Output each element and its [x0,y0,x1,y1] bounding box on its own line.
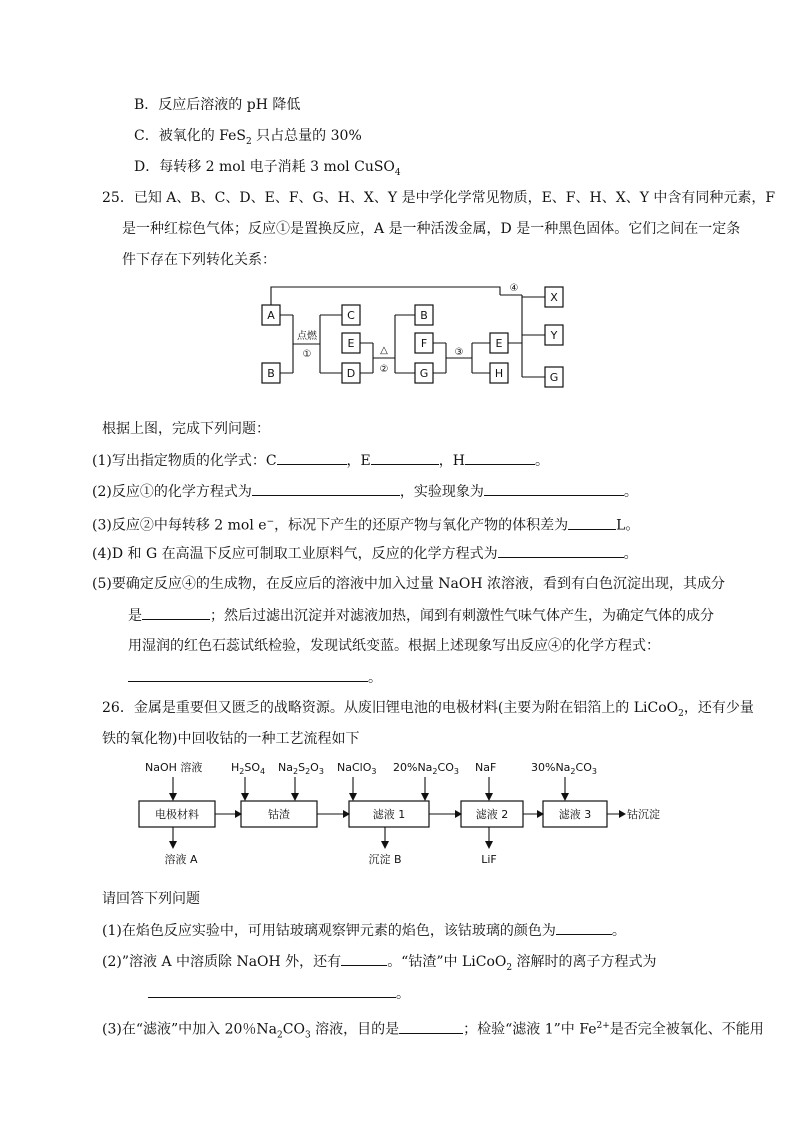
label-r3: ③ [454,347,464,358]
q25-stem-line2: 是一种红棕色气体；反应①是置换反应，A 是一种活泼金属，D 是一种黑色固体。它们之间在一定条 [122,221,741,237]
flow-output-lif: LiF [481,853,497,866]
flow-label-cobalt-residue: 钴渣 [268,808,290,821]
q26-stem-line1: 26．金属是重要但又匮乏的战略资源。从废旧锂电池的电极材料(主要为附在铝箔上的 LiCoO$_2$，还有少量 [102,700,754,719]
flow-output-solution-a: 溶液 A [164,853,198,866]
q26-sub3: (3)在“滤液”中加入 20％$Na_2CO_3$ 溶液，目的是 ；检验“滤液 1”中 $Fe^{2+}$是否完全被氧化、不能用 [102,1016,764,1045]
flow-label-filtrate1: 滤液 1 [372,808,406,821]
q25-sub5-line4: 。 [128,667,382,688]
label-e2: E [495,337,503,350]
q25-sub5-line3: 用湿润的红色石蕊试纸检验，发现试纸变蓝。根据上述现象写出反应④的化学方程式： [128,638,660,654]
label-e1: E [347,337,355,350]
label-r4: ④ [509,283,519,294]
reagent-h2so4: $H_2SO_4$ [231,761,266,776]
label-heat: △ [380,345,388,356]
flow-output-precipitate-b: 沉淀 B [368,853,402,866]
q25-sub4: (4)D 和 G 在高温下反应可制取工业原料气，反应的化学方程式为 。 [92,543,638,564]
q25-prompt: 根据上图，完成下列问题： [102,421,270,437]
label-x: X [550,291,558,304]
q25-stem-line1: 25．已知 A、B、C、D、E、F、G、H、X、Y 是中学化学常见物质，E、F、H、X、Y 中含有同种元素，F [102,190,776,206]
label-g1: G [419,367,429,380]
label-a: A [267,309,275,322]
label-h: H [494,367,504,380]
label-ignite: 点燃 [297,331,317,342]
reagent-naclo3: NaClO$_3$ [337,761,377,776]
q26-stem-line2: 铁的氧化物)中回收钴的一种工艺流程如下 [102,731,360,747]
q26-sub2-line2: 。 [148,983,410,1004]
reagent-naoh: NaOH 溶液 [145,761,203,774]
q25-sub3: (3)反应②中每转移 2 mol e−，标况下产生的还原产物与氧化产物的体积差为 L。 [92,512,639,536]
q26-sub1: (1)在焰色反应实验中，可用钴玻璃观察钾元素的焰色，该钴玻璃的颜色为 。 [102,920,626,941]
option-b: B．反应后溶液的 pH 降低 [134,97,301,113]
label-y: Y [550,329,558,342]
q26-process-flow [135,757,695,872]
flow-label-filtrate2: 滤液 2 [475,808,509,821]
q25-sub5-line2: 是 ；然后过滤出沉淀并对滤液加热，闻到有刺激性气味气体产生，为确定气体的成分 [128,605,714,626]
q26-sub2-line1: (2)”溶液 A 中溶质除 NaOH 外，还有 。“钴渣”中 LiCoO$_2$ 溶解时的离子方程式为 [102,951,657,978]
q25-stem-line3: 件下存在下列转化关系： [122,252,276,268]
reagent-naf: NaF [475,761,497,774]
q25-sub2: (2)反应①的化学方程式为 ，实验现象为 。 [92,481,638,502]
reagent-na2s2o3: $Na_2S_2O_3$ [278,761,324,776]
flow-output-cobalt-precipitate: 钴沉淀 [627,808,660,821]
flow-label-filtrate3: 滤液 3 [558,808,592,821]
label-d: D [346,367,356,380]
q25-sub1: (1)写出指定物质的化学式：C ，E ，H 。 [92,450,549,471]
option-c: C．被氧化的 FeS$_2$ 只占总量的 30% [134,128,362,147]
label-g2: G [549,371,559,384]
label-c: C [347,309,355,322]
reagent-na2co3-30: $30\%Na_2CO_3$ [531,761,597,776]
q26-prompt: 请回答下列问题 [102,891,200,907]
label-b: B [267,367,275,380]
q25-conversion-diagram [250,275,580,395]
option-d: D．每转移 2 mol 电子消耗 3 mol CuSO$_4$ [134,159,401,178]
label-r2: ② [379,364,389,375]
label-r1: ① [302,349,312,360]
label-f: F [420,337,428,350]
q25-sub5-line1: (5)要确定反应④的生成物，在反应后的溶液中加入过量 NaOH 浓溶液，看到有白色沉淀出现，其成分 [92,576,726,592]
flow-label-electrode: 电极材料 [155,808,199,821]
reagent-na2co3-20: $20\%Na_2CO_3$ [393,761,459,776]
label-b2: B [420,309,428,322]
